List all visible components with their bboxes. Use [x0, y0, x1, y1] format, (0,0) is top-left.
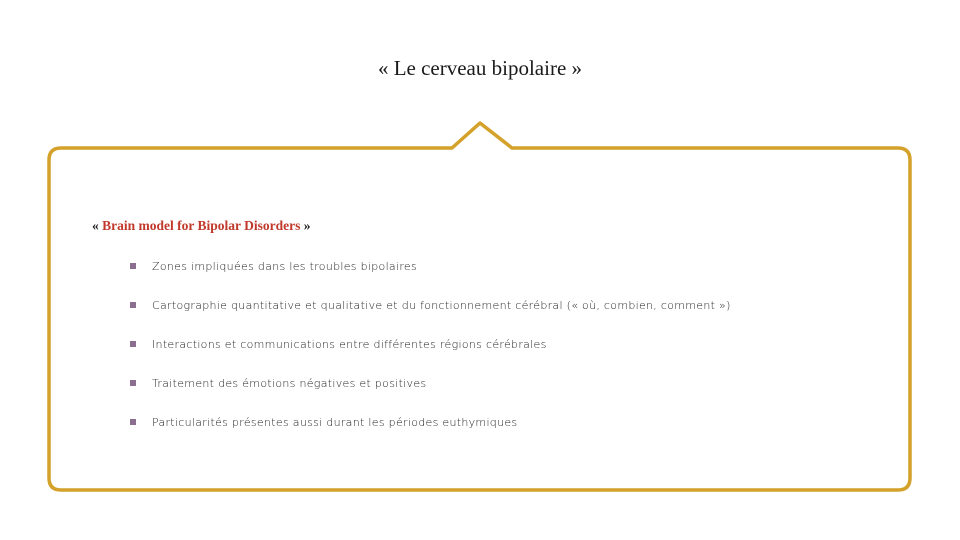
square-bullet-icon	[130, 263, 136, 269]
subtitle-close-quote: »	[300, 218, 311, 233]
square-bullet-icon	[130, 341, 136, 347]
square-bullet-icon	[130, 419, 136, 425]
bullet-text: Traitement des émotions négatives et positives	[152, 377, 427, 390]
slide-subtitle	[92, 218, 311, 234]
slide-title: « Le cerveau bipolaire »	[377, 56, 583, 80]
square-bullet-icon	[130, 302, 136, 308]
subtitle-open-quote: «	[92, 218, 103, 233]
bullet-text: Particularités présentes aussi durant les périodes euthymiques	[152, 416, 518, 429]
bullet-text: Cartographie quantitative et qualitative et du fonctionnement cérébral (« où, combien, comment »)	[152, 299, 731, 312]
subtitle-text: Brain model for Bipolar Disorders	[102, 218, 301, 233]
bullet-text: Interactions et communications entre différentes régions cérébrales	[152, 338, 547, 351]
square-bullet-icon	[130, 380, 136, 386]
bullet-text: Zones impliquées dans les troubles bipolaires	[152, 260, 418, 273]
